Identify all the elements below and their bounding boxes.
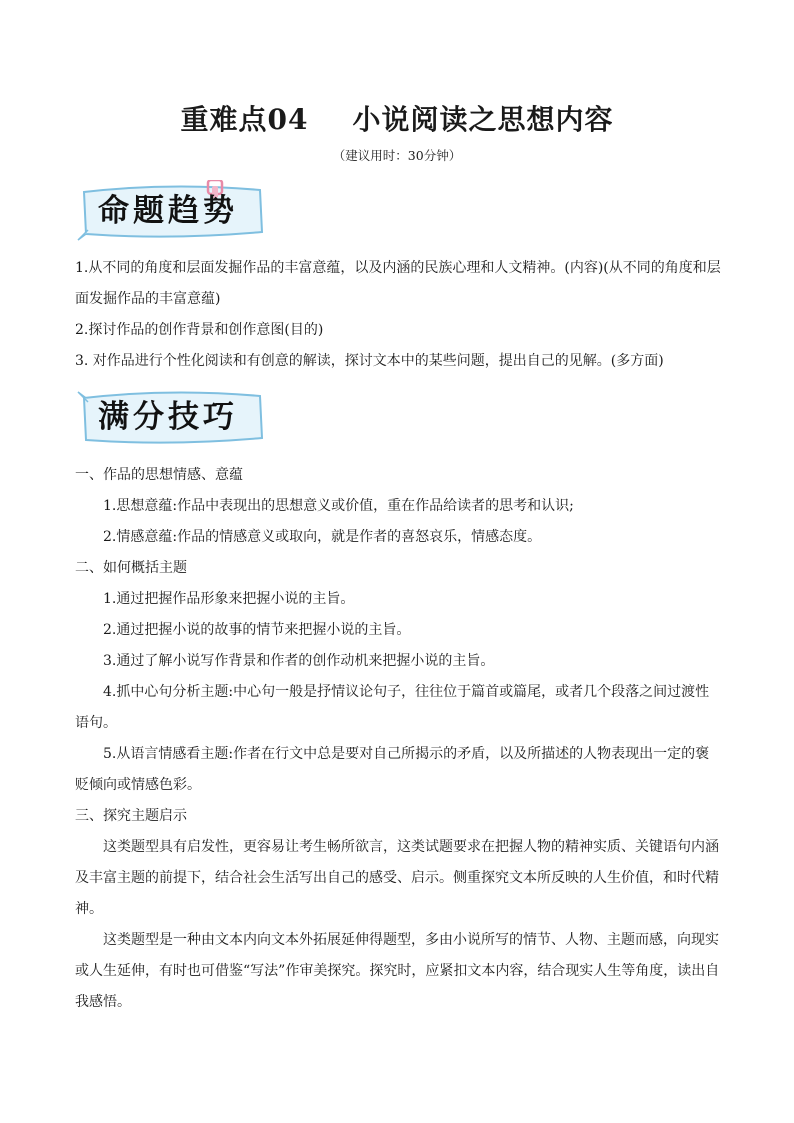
skill-item: 2.情感意蕴:作品的情感意义或取向，就是作者的喜怒哀乐，情感态度。 [103, 529, 542, 545]
skill-item: 5.从语言情感看主题:作者在行文中总是要对自己所揭示的矛盾，以及所描述的人物表现出一定的褒贬倾向或情感色彩。 [75, 746, 710, 793]
trend-banner-label: 命题趋势 [98, 193, 238, 229]
title-text: 小说阅读之思想内容 [352, 103, 614, 136]
trend-item-3: 3. 对作品进行个性化阅读和有创意的解读，探讨文本中的某些问题，提出自己的见解。(多方面) [75, 353, 664, 369]
skill-item: 3.通过了解小说写作背景和作者的创作动机来把握小说的主旨。 [103, 653, 495, 669]
skill-heading-1: 一、作品的思想情感、意蕴 [75, 467, 243, 483]
skill-item: 2.通过把握小说的故事的情节来把握小说的主旨。 [103, 622, 411, 638]
trend-item-2: 2.探讨作品的创作背景和创作意图(目的) [75, 322, 324, 338]
skill-heading-2: 二、如何概括主题 [75, 560, 187, 576]
skill-paragraph: 这类题型具有启发性，更容易让考生畅所欲言，这类试题要求在把握人物的精神实质、关键语句内涵及丰富主题的前提下，结合社会生活写出自己的感受、启示。侧重探究文本所反映的人生价值，和时代精神。 [75, 839, 719, 917]
title-number: 重难点04 [180, 103, 309, 136]
skill-item: 1.思想意蕴:作品中表现出的思想意义或价值，重在作品给读者的思考和认识; [103, 498, 574, 514]
skill-banner [76, 386, 266, 448]
trend-list [75, 253, 723, 377]
skill-item: 4.抓中心句分析主题:中心句一般是抒情议论句子，往往位于篇首或篇尾，或者几个段落之间过渡性语句。 [75, 684, 710, 731]
skills-body [75, 460, 723, 1018]
skill-heading-3: 三、探究主题启示 [75, 808, 187, 824]
trend-item-1: 1.从不同的角度和层面发掘作品的丰富意蕴，以及内涵的民族心理和人文精神。(内容)(从不同的角度和层面发掘作品的丰富意蕴) [75, 260, 721, 307]
skill-paragraph: 这类题型是一种由文本内向文本外拓展延伸得题型，多由小说所写的情节、人物、主题而感，向现实或人生延伸，有时也可借鉴“写法”作审美探究。探究时，应紧扣文本内容，结合现实人生等角度，读出自我感悟。 [75, 932, 720, 1010]
trend-banner [76, 180, 266, 242]
suggested-time: （建议用时：30分钟） [332, 148, 462, 163]
skill-item: 1.通过把握作品形象来把握小说的主旨。 [103, 591, 355, 607]
page-title [0, 98, 794, 138]
skill-banner-label: 满分技巧 [98, 399, 238, 435]
